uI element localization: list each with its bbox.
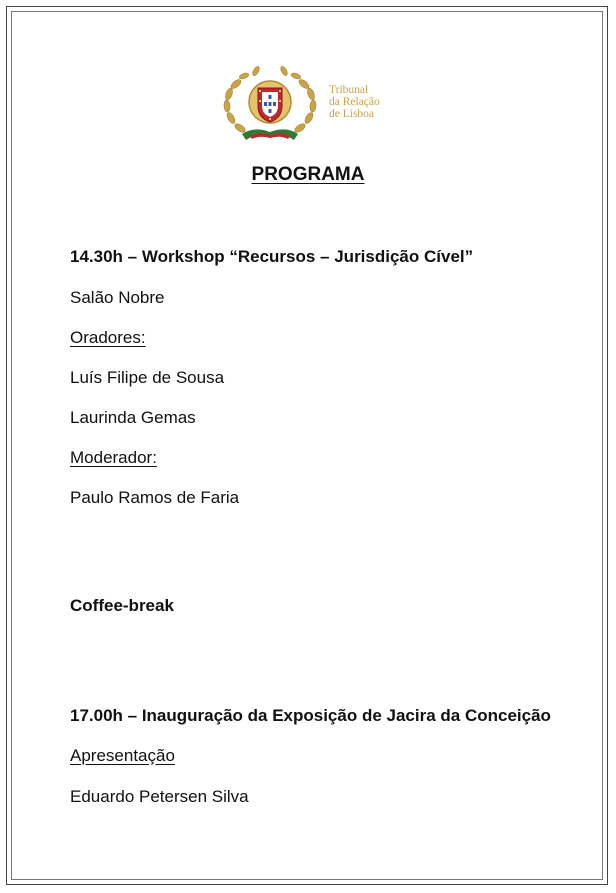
workshop-heading: 14.30h – Workshop “Recursos – Jurisdição Cível” xyxy=(70,247,474,266)
coffee-break: Coffee-break xyxy=(70,596,174,615)
page-title: PROGRAMA xyxy=(251,164,365,185)
logo-name-line-2: da Relação xyxy=(329,96,380,108)
speaker-1: Luís Filipe de Sousa xyxy=(70,368,225,387)
exhibition-heading: 17.00h – Inauguração da Exposição de Jacira da Conceição xyxy=(70,706,551,725)
speaker-2: Laurinda Gemas xyxy=(70,408,196,427)
logo-name-line-3: de Lisboa xyxy=(329,108,375,120)
workshop-venue: Salão Nobre xyxy=(70,288,165,307)
moderator-label: Moderador: xyxy=(70,448,157,467)
presenter-name: Eduardo Petersen Silva xyxy=(70,787,249,806)
moderator-name: Paulo Ramos de Faria xyxy=(70,488,240,507)
logo-name-line-1: Tribunal xyxy=(329,84,369,96)
speakers-label: Oradores: xyxy=(70,328,146,347)
presentation-label: Apresentação xyxy=(70,746,175,765)
